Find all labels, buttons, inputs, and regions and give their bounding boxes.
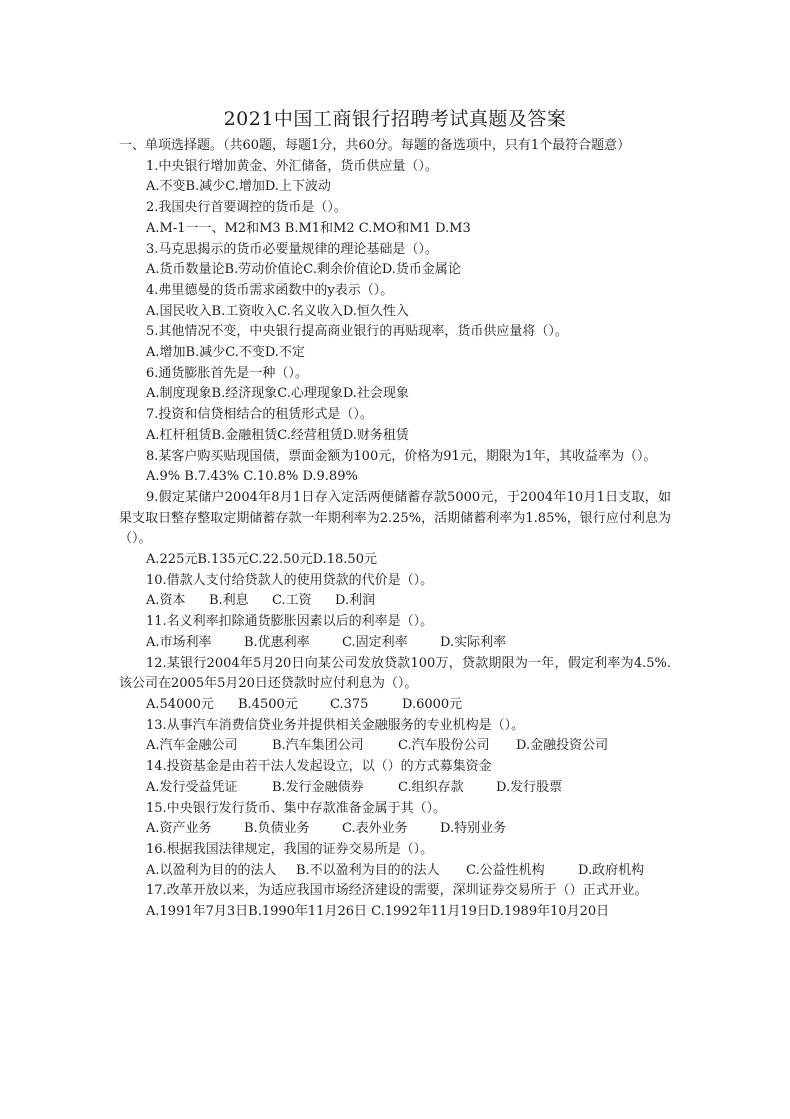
option-d: D.政府机构	[578, 862, 645, 878]
option-c: C.表外业务	[342, 821, 408, 837]
question-7: 7.投资和信贷相结合的租赁形式是（）。	[146, 407, 373, 423]
question-5: 5.其他情况不变，中央银行提高商业银行的再贴现率，货币供应量将（）。	[146, 324, 568, 340]
option-b: B.利息	[209, 593, 249, 609]
answer-options-16	[119, 861, 671, 882]
question-10: 10.借款人支付给贷款人的使用贷款的代价是（）。	[146, 572, 434, 588]
option-a: A.资产业务	[146, 821, 212, 837]
option-c: C.375	[330, 696, 369, 712]
answer-options-17: A.1991年7月3日B.1990年11月26日 C.1992年11月19日D.1989年10月20日	[146, 904, 610, 920]
option-d: D.利润	[335, 593, 376, 609]
question-list	[119, 136, 671, 923]
answer-options-15	[119, 819, 671, 840]
option-d: D.6000元	[402, 696, 463, 712]
option-d: D.实际利率	[440, 634, 507, 650]
option-c: C.汽车股份公司	[398, 738, 490, 754]
option-a: A.以盈利为目的的法人	[146, 862, 277, 878]
answer-options-1: A.不变B.减少C.增加D.上下波动	[146, 179, 331, 195]
answer-options-2: A.M-1一一、M2和M3 B.M1和M2 C.MO和M1 D.M3	[146, 220, 471, 236]
answer-options-11	[119, 633, 671, 654]
option-b: B.不以盈利为目的的法人	[296, 862, 440, 878]
answer-options-5: A.增加B.减少C.不变D.不定	[146, 345, 305, 361]
page-title: 2021中国工商银行招聘考试真题及答案	[223, 108, 567, 130]
question-12: 12.某银行2004年5月20日向某公司发放贷款100万，贷款期限为一年，假定利率为4.5%.该公司在2005年5月20日还贷款时应付利息为（）。	[119, 655, 671, 692]
option-d: D.发行股票	[496, 779, 563, 795]
option-b: B.优惠利率	[244, 634, 310, 650]
answer-options-6: A.制度现象B.经济现象C.心理现象D.社会现象	[146, 386, 409, 402]
option-a: A.资本	[146, 593, 186, 609]
answer-options-13	[119, 736, 671, 757]
option-c: C.组织存款	[398, 779, 464, 795]
question-8: 8.某客户购买贴现国债，票面金额为100元，价格为91元，期限为1年，其收益率为（）。	[146, 448, 657, 464]
answer-options-14	[119, 778, 671, 799]
question-1: 1.中央银行增加黄金、外汇储备，货币供应量（）。	[146, 158, 438, 174]
option-c: C.工资	[272, 593, 312, 609]
option-b: B.汽车集团公司	[272, 738, 364, 754]
answer-options-10	[119, 591, 671, 612]
question-3: 3.马克思揭示的货币必要量规律的理论基础是（）。	[146, 241, 438, 257]
section-heading: 一、单项选择题。（共60题，每题1分，共60分。每题的备选项中，只有1个最符合题意）	[119, 138, 631, 153]
option-a: A.54000元	[146, 696, 214, 712]
option-b: B.4500元	[238, 696, 298, 712]
answer-options-8: A.9% B.7.43% C.10.8% D.9.89%	[146, 469, 358, 485]
question-11: 11.名义利率扣除通货膨胀因素以后的利率是（）。	[146, 614, 434, 630]
option-c: C.公益性机构	[466, 862, 545, 878]
question-15: 15.中央银行发行货币、集中存款准备金属于其（）。	[146, 800, 447, 816]
question-17: 17.改革开放以来，为适应我国市场经济建设的需要，深圳证券交易所于（）正式开业。	[146, 883, 648, 899]
option-a: A.汽车金融公司	[146, 738, 238, 754]
option-c: C.固定利率	[342, 634, 408, 650]
question-16: 16.根据我国法律规定，我国的证券交易所是（）。	[146, 841, 434, 857]
question-9: 9.假定某储户2004年8月1日存入定活两便储蓄存款5000元，于2004年10月1日支取，如果支取日整存整取定期储蓄存款一年期利率为2.25%，活期储蓄利率为1.85%，银行应付利息为（）。	[119, 489, 671, 547]
answer-options-4: A.国民收入B.工资收入C.名义收入D.恒久性入	[146, 303, 409, 319]
option-b: B.发行金融债券	[272, 779, 364, 795]
answer-options-7: A.杠杆租赁B.金融租赁C.经营租赁D.财务租赁	[146, 427, 409, 443]
question-13: 13.从事汽车消费信贷业务并提供相关金融服务的专业机构是（）。	[146, 717, 525, 733]
option-a: A.市场利率	[146, 634, 212, 650]
answer-options-12	[119, 695, 671, 716]
answer-options-9: A.225元B.135元C.22.50元D.18.50元	[146, 552, 377, 568]
question-2: 2.我国央行首要调控的货币是（）。	[146, 200, 347, 216]
question-6: 6.通货膨胀首先是一种（）。	[146, 365, 308, 381]
question-14: 14.投资基金是由若干法人发起设立，以（）的方式募集资金	[146, 759, 492, 775]
option-b: B.负债业务	[244, 821, 310, 837]
answer-options-3: A.货币数量论B.劳动价值论C.剩余价值论D.货币金属论	[146, 262, 461, 278]
option-d: D.金融投资公司	[516, 738, 609, 754]
option-d: D.特别业务	[440, 821, 507, 837]
question-4: 4.弗里德曼的货币需求函数中的y表示（）。	[146, 282, 394, 298]
option-a: A.发行受益凭证	[146, 779, 238, 795]
